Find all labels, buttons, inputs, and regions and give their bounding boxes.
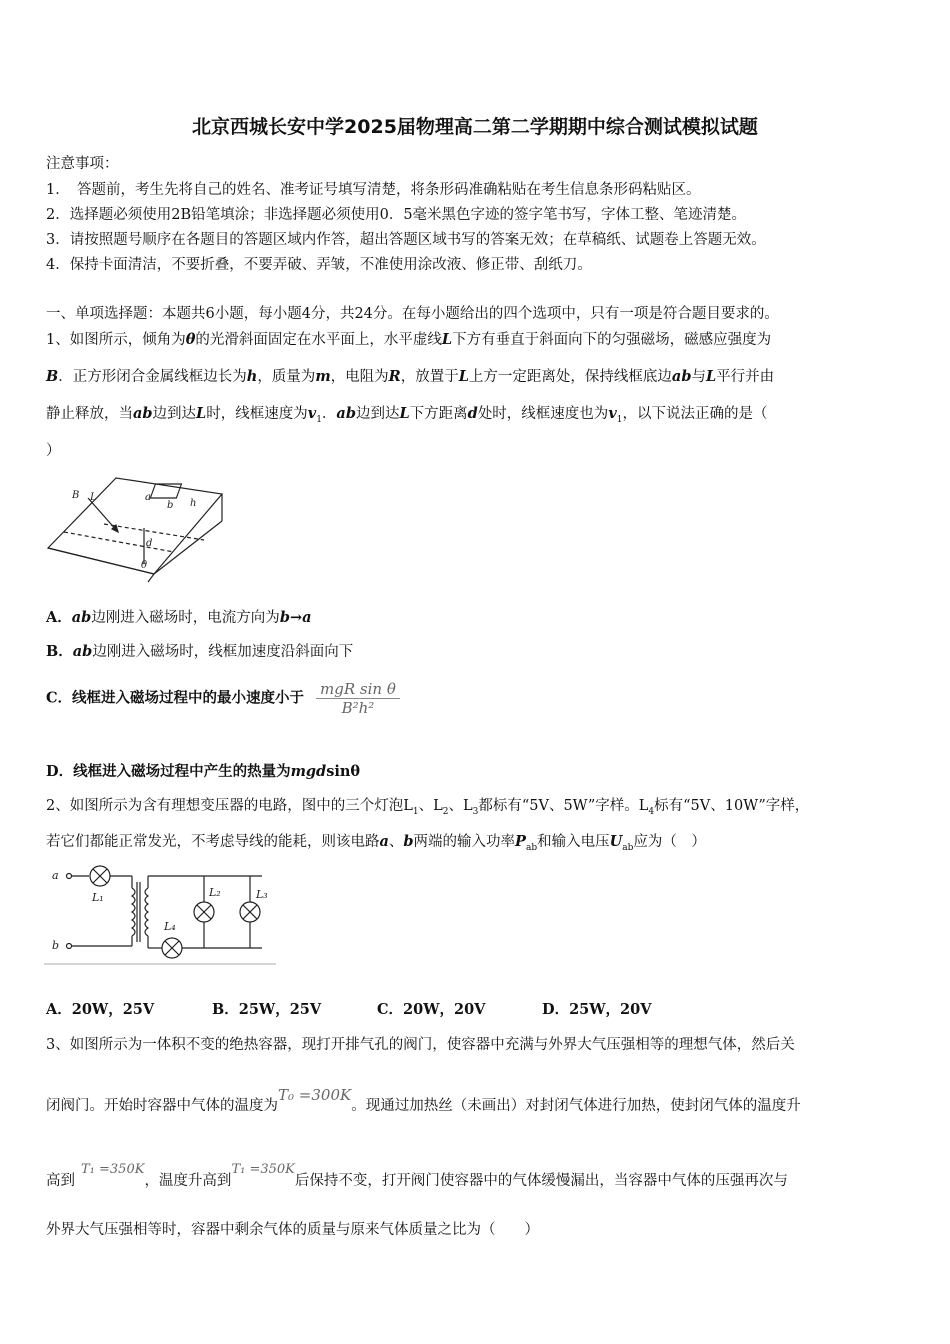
lamp-L3-label: L₃ [256, 888, 268, 901]
label-B: B [72, 490, 80, 501]
q1-option-a[interactable]: A．ab边刚进入磁场时，电流方向为b→a [46, 609, 312, 626]
notice-item-2: 2．选择题必须使用2B铅笔填涂；非选择题必须使用0．5毫米黑色字迹的签字笔书写，字体工整、笔迹清楚。 [46, 207, 747, 223]
q2-option-b[interactable]: B．25W，25V [212, 1001, 322, 1018]
label-theta: θ [141, 560, 148, 571]
label-a: a [145, 492, 151, 503]
final-temperature-2: T₁ =350K [231, 1162, 295, 1177]
q1-option-d[interactable]: D．线框进入磁场过程中产生的热量为mgdsinθ [46, 763, 361, 780]
q2-option-c[interactable]: C．20W，20V [377, 1001, 486, 1018]
q1-line-1: 1、如图所示，倾角为θ的光滑斜面固定在水平面上，水平虚线L下方有垂直于斜面向下的匀强磁场，磁感应强度为 [46, 331, 772, 348]
min-speed-fraction: $\frac{\text{mgR sin θ}}{\text{B²h²}}$ [316, 680, 400, 717]
section-heading: 一、单项选择题：本题共6小题，每小题4分，共24分。在每小题给出的四个选项中，只有一项是符合题目要求的。 [46, 306, 779, 322]
q1-option-b[interactable]: B．ab边刚进入磁场时，线框加速度沿斜面向下 [46, 643, 354, 660]
q3-line-1: 3、如图所示为一体积不变的绝热容器，现打开排气孔的阀门，使容器中充满与外界大气压强相等的理想气体，然后关 [46, 1037, 795, 1053]
q3-line-2: 闭阀门。开始时容器中气体的温度为T₀ =300K。现通过加热丝（未画出）对封闭气体进行加热，使封闭气体的温度升 [46, 1086, 801, 1114]
q2-option-a[interactable]: A．20W，25V [46, 1001, 155, 1018]
notice-item-4: 4．保持卡面清洁，不要折叠，不要弄破、弄皱，不准使用涂改液、修正带、刮纸刀。 [46, 257, 592, 273]
lamp-L4-label: L₄ [164, 920, 176, 933]
q2-line-1: 2、如图所示为含有理想变压器的电路，图中的三个灯泡$L_1$、$L_2$、$L_3$都标有“5V、5W”字样。$L_4$标有“5V、10W”字样， [46, 798, 810, 817]
q1-line-4: ） [46, 443, 61, 459]
notice-heading: 注意事项： [46, 156, 119, 172]
q2-option-d[interactable]: D．25W，20V [542, 1001, 652, 1018]
final-temperature-1: T₁ =350K [81, 1162, 145, 1177]
q2-line-2: 若它们都能正常发光，不考虑导线的能耗，则该电路a、b两端的输入功率$P_{ab}$和输入电压$U_{ab}$应为（ ） [46, 833, 706, 853]
boundary-line-L [64, 532, 174, 552]
transformer-circuit-figure [44, 858, 280, 966]
q1-option-c[interactable]: C．线框进入磁场过程中的最小速度小于 $\frac{\text{mgR sin θ}}{\text{B²h²}}$ [46, 680, 400, 717]
q1-line-3: 静止释放，当ab边到达L时，线框速度为$v_1$．ab边到达L下方距离d处时，线框速度也为$v_1$，以下说法正确的是（ [46, 405, 768, 425]
terminal-b-label: b [52, 939, 60, 952]
lamp-L2-label: L₂ [209, 886, 221, 899]
notice-item-1: 1． 答题前，考生先将自己的姓名、准考证号填写清楚，将条形码准确粘贴在考生信息条形码粘贴区。 [46, 182, 701, 198]
label-L: L [90, 492, 97, 503]
q3-line-3: 高到T₁ =350K，温度升高到T₁ =350K后保持不变，打开阀门使容器中的气体缓慢漏出，当容器中气体的压强再次与 [46, 1162, 788, 1189]
label-d: d [146, 538, 153, 549]
q1-line-2: B．正方形闭合金属线框边长为h，质量为m，电阻为R，放置于L上方一定距离处，保持线框底边ab与L平行并由 [46, 368, 775, 385]
notice-item-3: 3．请按照题号顺序在各题目的答题区域内作答，超出答题区域书写的答案无效；在草稿纸、试题卷上答题无效。 [46, 232, 766, 248]
lamp-L1-label: L₁ [92, 891, 104, 904]
primary-coil [132, 888, 135, 936]
incline-figure [44, 466, 224, 584]
initial-temperature: T₀ =300K [278, 1086, 352, 1104]
page-title: 北京西城长安中学2025届物理高二第二学期期中综合测试模拟试题 [192, 116, 758, 138]
label-b: b [167, 500, 174, 511]
label-h: h [190, 498, 197, 509]
secondary-coil [145, 888, 148, 936]
terminal-a-label: a [52, 869, 59, 882]
q3-line-4: 外界大气压强相等时，容器中剩余气体的质量与原来气体质量之比为（ ） [46, 1222, 539, 1238]
